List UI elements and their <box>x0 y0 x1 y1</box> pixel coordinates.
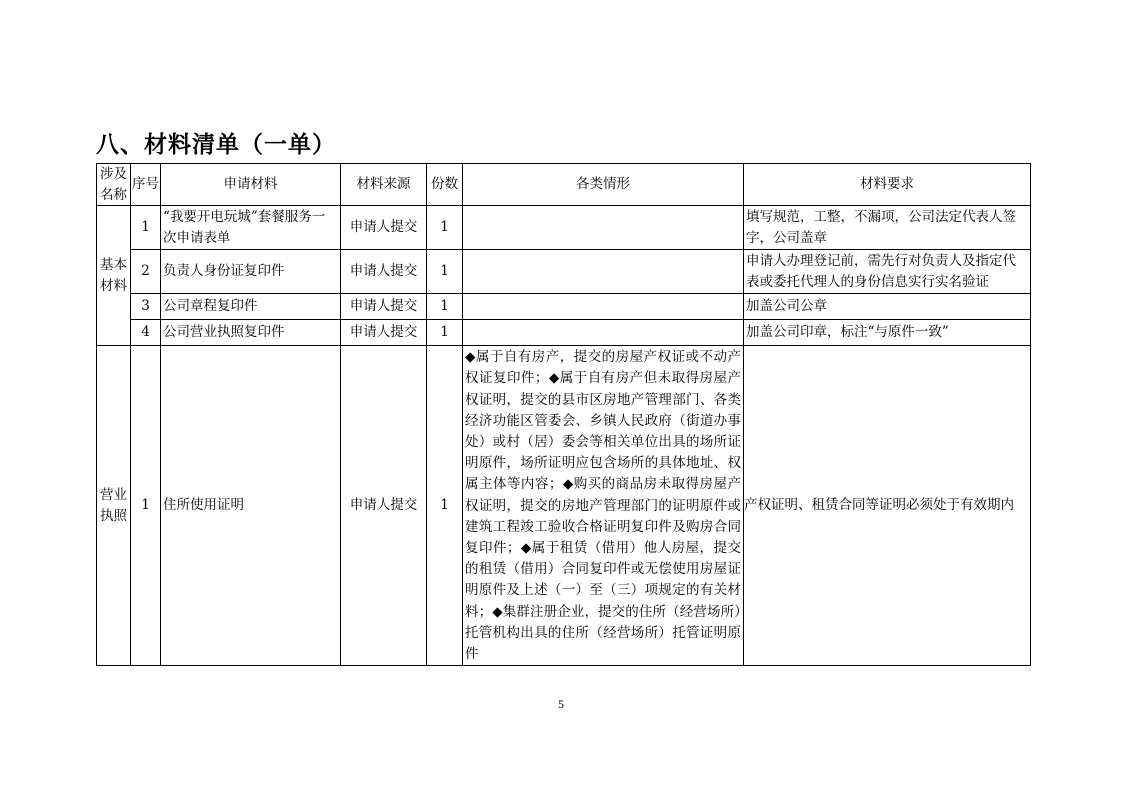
row-copies: 1 <box>427 250 463 294</box>
row-source: 申请人提交 <box>341 250 427 294</box>
row-requirements: 加盖公司公章 <box>744 294 1031 320</box>
header-category: 涉及名称 <box>97 164 131 206</box>
row-material: “我要开电玩城”套餐服务一次申请表单 <box>161 206 341 250</box>
row-material: 公司营业执照复印件 <box>161 320 341 346</box>
row-material: 公司章程复印件 <box>161 294 341 320</box>
row-seq: 3 <box>131 294 161 320</box>
row-copies: 1 <box>427 206 463 250</box>
row-copies: 1 <box>427 346 463 666</box>
header-situations: 各类情形 <box>463 164 744 206</box>
category-license: 营业执照 <box>97 346 131 666</box>
table-header-row <box>97 164 1031 206</box>
row-source: 申请人提交 <box>341 320 427 346</box>
header-copies: 份数 <box>427 164 463 206</box>
category-basic: 基本材料 <box>97 206 131 346</box>
row-situations <box>463 294 744 320</box>
row-material: 负责人身份证复印件 <box>161 250 341 294</box>
materials-table <box>96 163 1031 666</box>
header-requirements: 材料要求 <box>744 164 1031 206</box>
row-situations: ◆属于自有房产，提交的房屋产权证或不动产权证复印件；◆属于自有房产但未取得房屋产权证明，提交的县市区房地产管理部门、各类经济功能区管委会、乡镇人民政府（街道办事处）或村（居）委会等相关单位出具的场所证明原件，场所证明应包含场所的具体地址、权属主体等内容；◆购买的商品房未取得房屋产权证明，提交的房地产管理部门的证明原件或建筑工程竣工验收合格证明复印件及购房合同复印件；◆属于租赁（借用）他人房屋，提交的租赁（借用）合同复印件或无偿使用房屋证明原件及上述（一）至（三）项规定的有关材料；◆集群注册企业，提交的住所（经营场所）托管机构出具的住所（经营场所）托管证明原件 <box>463 346 744 666</box>
row-seq: 2 <box>131 250 161 294</box>
row-copies: 1 <box>427 320 463 346</box>
section-title: 八、材料清单（一单） <box>96 132 336 158</box>
row-requirements: 申请人办理登记前，需先行对负责人及指定代表或委托代理人的身份信息实行实名验证 <box>744 250 1031 294</box>
header-source: 材料来源 <box>341 164 427 206</box>
row-situations <box>463 206 744 250</box>
row-seq: 1 <box>131 346 161 666</box>
row-requirements: 加盖公司印章，标注“与原件一致” <box>744 320 1031 346</box>
row-situations <box>463 320 744 346</box>
table-row <box>97 346 1031 666</box>
row-copies: 1 <box>427 294 463 320</box>
table-row <box>97 250 1031 294</box>
row-situations <box>463 250 744 294</box>
table-row <box>97 294 1031 320</box>
row-source: 申请人提交 <box>341 346 427 666</box>
header-material: 申请材料 <box>161 164 341 206</box>
row-seq: 1 <box>131 206 161 250</box>
page-number: 5 <box>558 697 564 711</box>
row-source: 申请人提交 <box>341 206 427 250</box>
row-source: 申请人提交 <box>341 294 427 320</box>
row-seq: 4 <box>131 320 161 346</box>
row-requirements: 填写规范，工整，不漏项，公司法定代表人签字，公司盖章 <box>744 206 1031 250</box>
row-material: 住所使用证明 <box>161 346 341 666</box>
header-seq: 序号 <box>131 164 161 206</box>
table-row <box>97 320 1031 346</box>
row-requirements: 产权证明、租赁合同等证明必须处于有效期内 <box>744 346 1031 666</box>
table-row <box>97 206 1031 250</box>
